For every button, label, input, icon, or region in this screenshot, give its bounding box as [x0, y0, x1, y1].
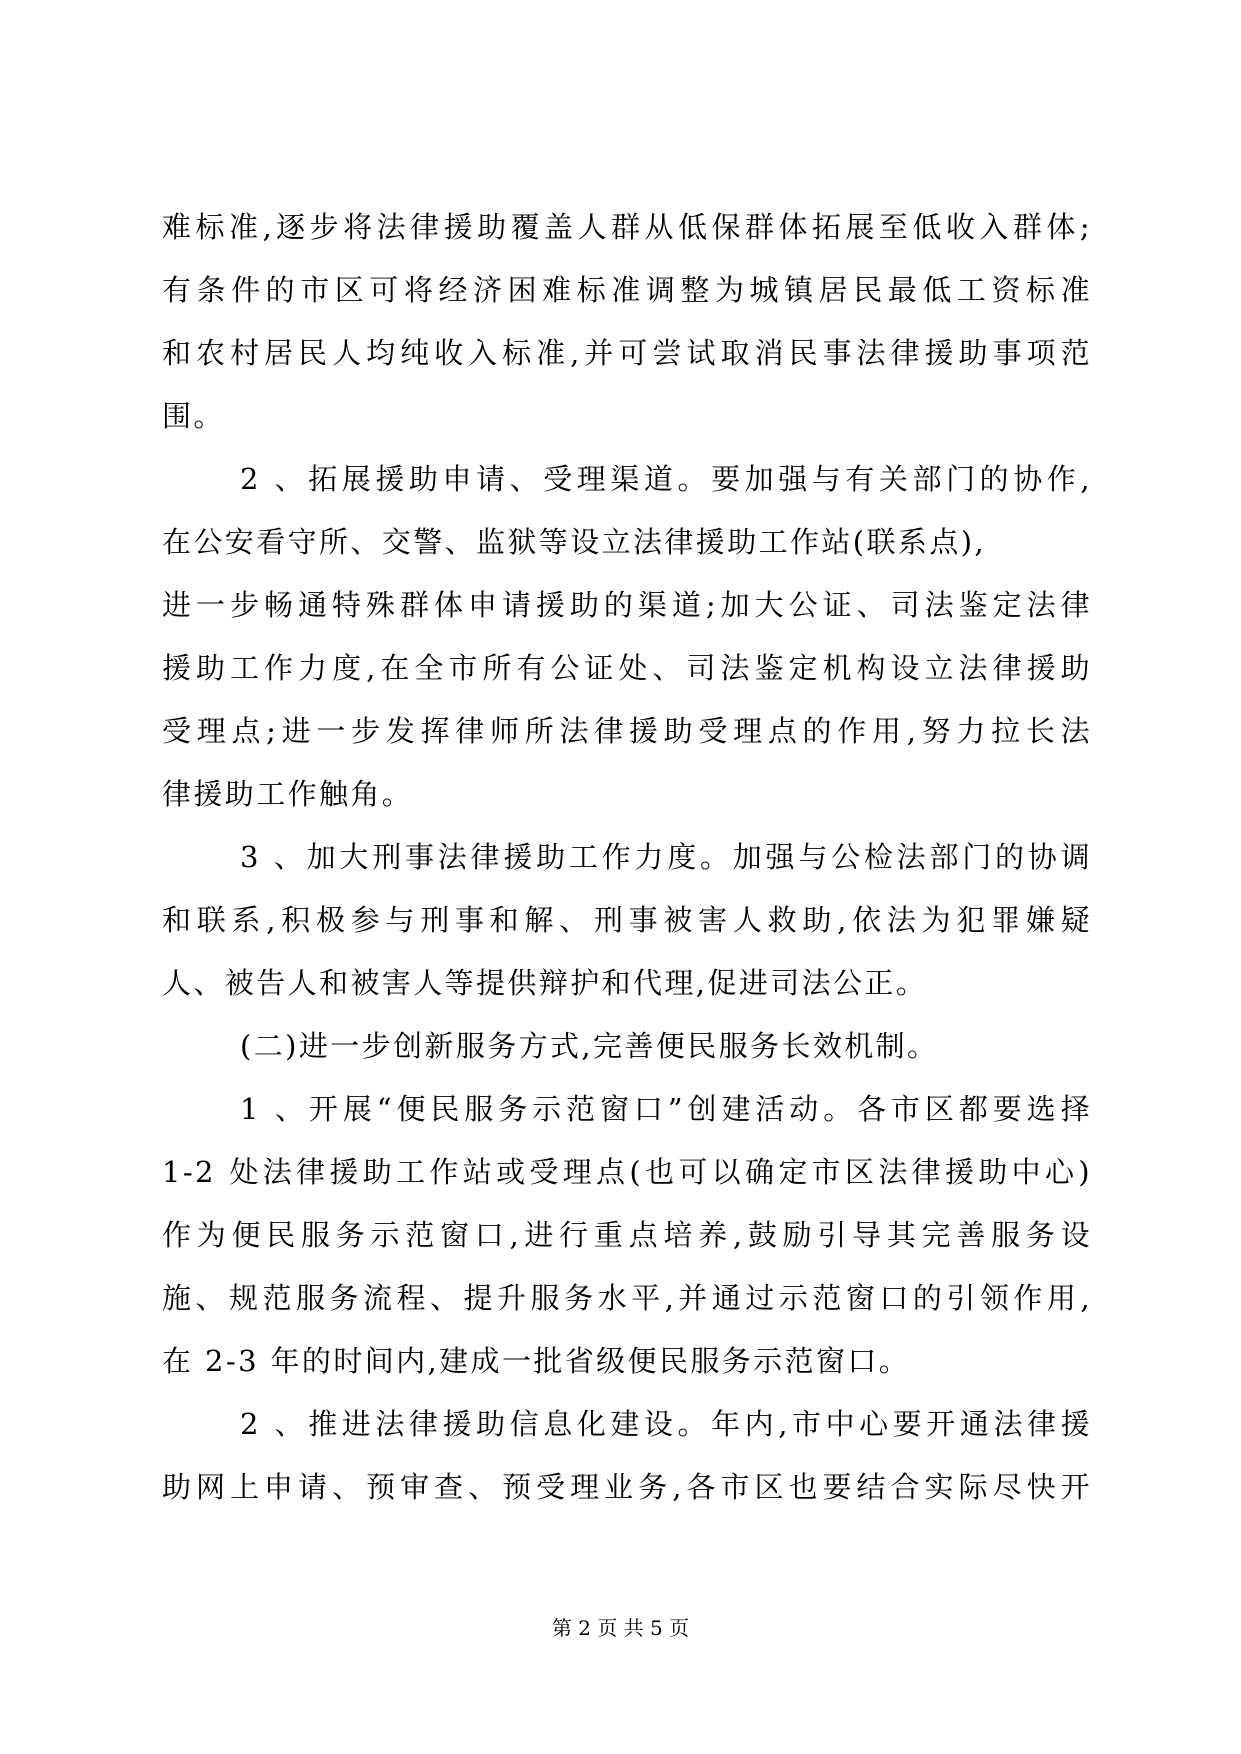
text-line: 和农村居民人均纯收入标准,并可尝试取消民事法律援助事项范 — [162, 336, 1092, 370]
text-line: 人、被告人和被害人等提供辩护和代理,促进司法公正。 — [162, 966, 928, 1000]
text-line: 2 、拓展援助申请、受理渠道。要加强与有关部门的协作, — [240, 462, 1092, 496]
text-line: 3 、加大刑事法律援助工作力度。加强与公检法部门的协调 — [240, 840, 1092, 874]
text-line: 施、规范服务流程、提升服务水平,并通过示范窗口的引领作用, — [162, 1281, 1092, 1315]
text-line: 在公安看守所、交警、监狱等设立法律援助工作站(联系点), — [162, 525, 987, 559]
text-line: 在 2-3 年的时间内,建成一批省级便民服务示范窗口。 — [162, 1344, 911, 1378]
page-number: 第 2 页 共 5 页 — [551, 1616, 690, 1640]
text-line: 有条件的市区可将经济困难标准调整为城镇居民最低工资标准 — [162, 273, 1092, 307]
text-line: 作为便民服务示范窗口,进行重点培养,鼓励引导其完善服务设 — [162, 1218, 1092, 1252]
text-line: 2 、推进法律援助信息化建设。年内,市中心要开通法律援 — [240, 1407, 1092, 1441]
text-line: 进一步畅通特殊群体申请援助的渠道;加大公证、司法鉴定法律 — [162, 588, 1092, 622]
document-body — [162, 196, 1092, 1519]
text-line: 援助工作力度,在全市所有公证处、司法鉴定机构设立法律援助 — [162, 651, 1092, 685]
text-line: 1-2 处法律援助工作站或受理点(也可以确定市区法律援助中心) — [162, 1155, 1092, 1189]
text-line: 围。 — [162, 399, 225, 433]
text-line: 和联系,积极参与刑事和解、刑事被害人救助,依法为犯罪嫌疑 — [162, 903, 1092, 937]
text-line: 1 、开展“便民服务示范窗口”创建活动。各市区都要选择 — [240, 1092, 1092, 1126]
text-line: 难标准,逐步将法律援助覆盖人群从低保群体拓展至低收入群体; — [162, 210, 1092, 244]
section-heading: (二)进一步创新服务方式,完善便民服务长效机制。 — [240, 1029, 939, 1063]
text-line: 受理点;进一步发挥律师所法律援助受理点的作用,努力拉长法 — [162, 714, 1092, 748]
text-line: 助网上申请、预审查、预受理业务,各市区也要结合实际尽快开 — [162, 1470, 1092, 1504]
text-line: 律援助工作触角。 — [162, 777, 414, 811]
